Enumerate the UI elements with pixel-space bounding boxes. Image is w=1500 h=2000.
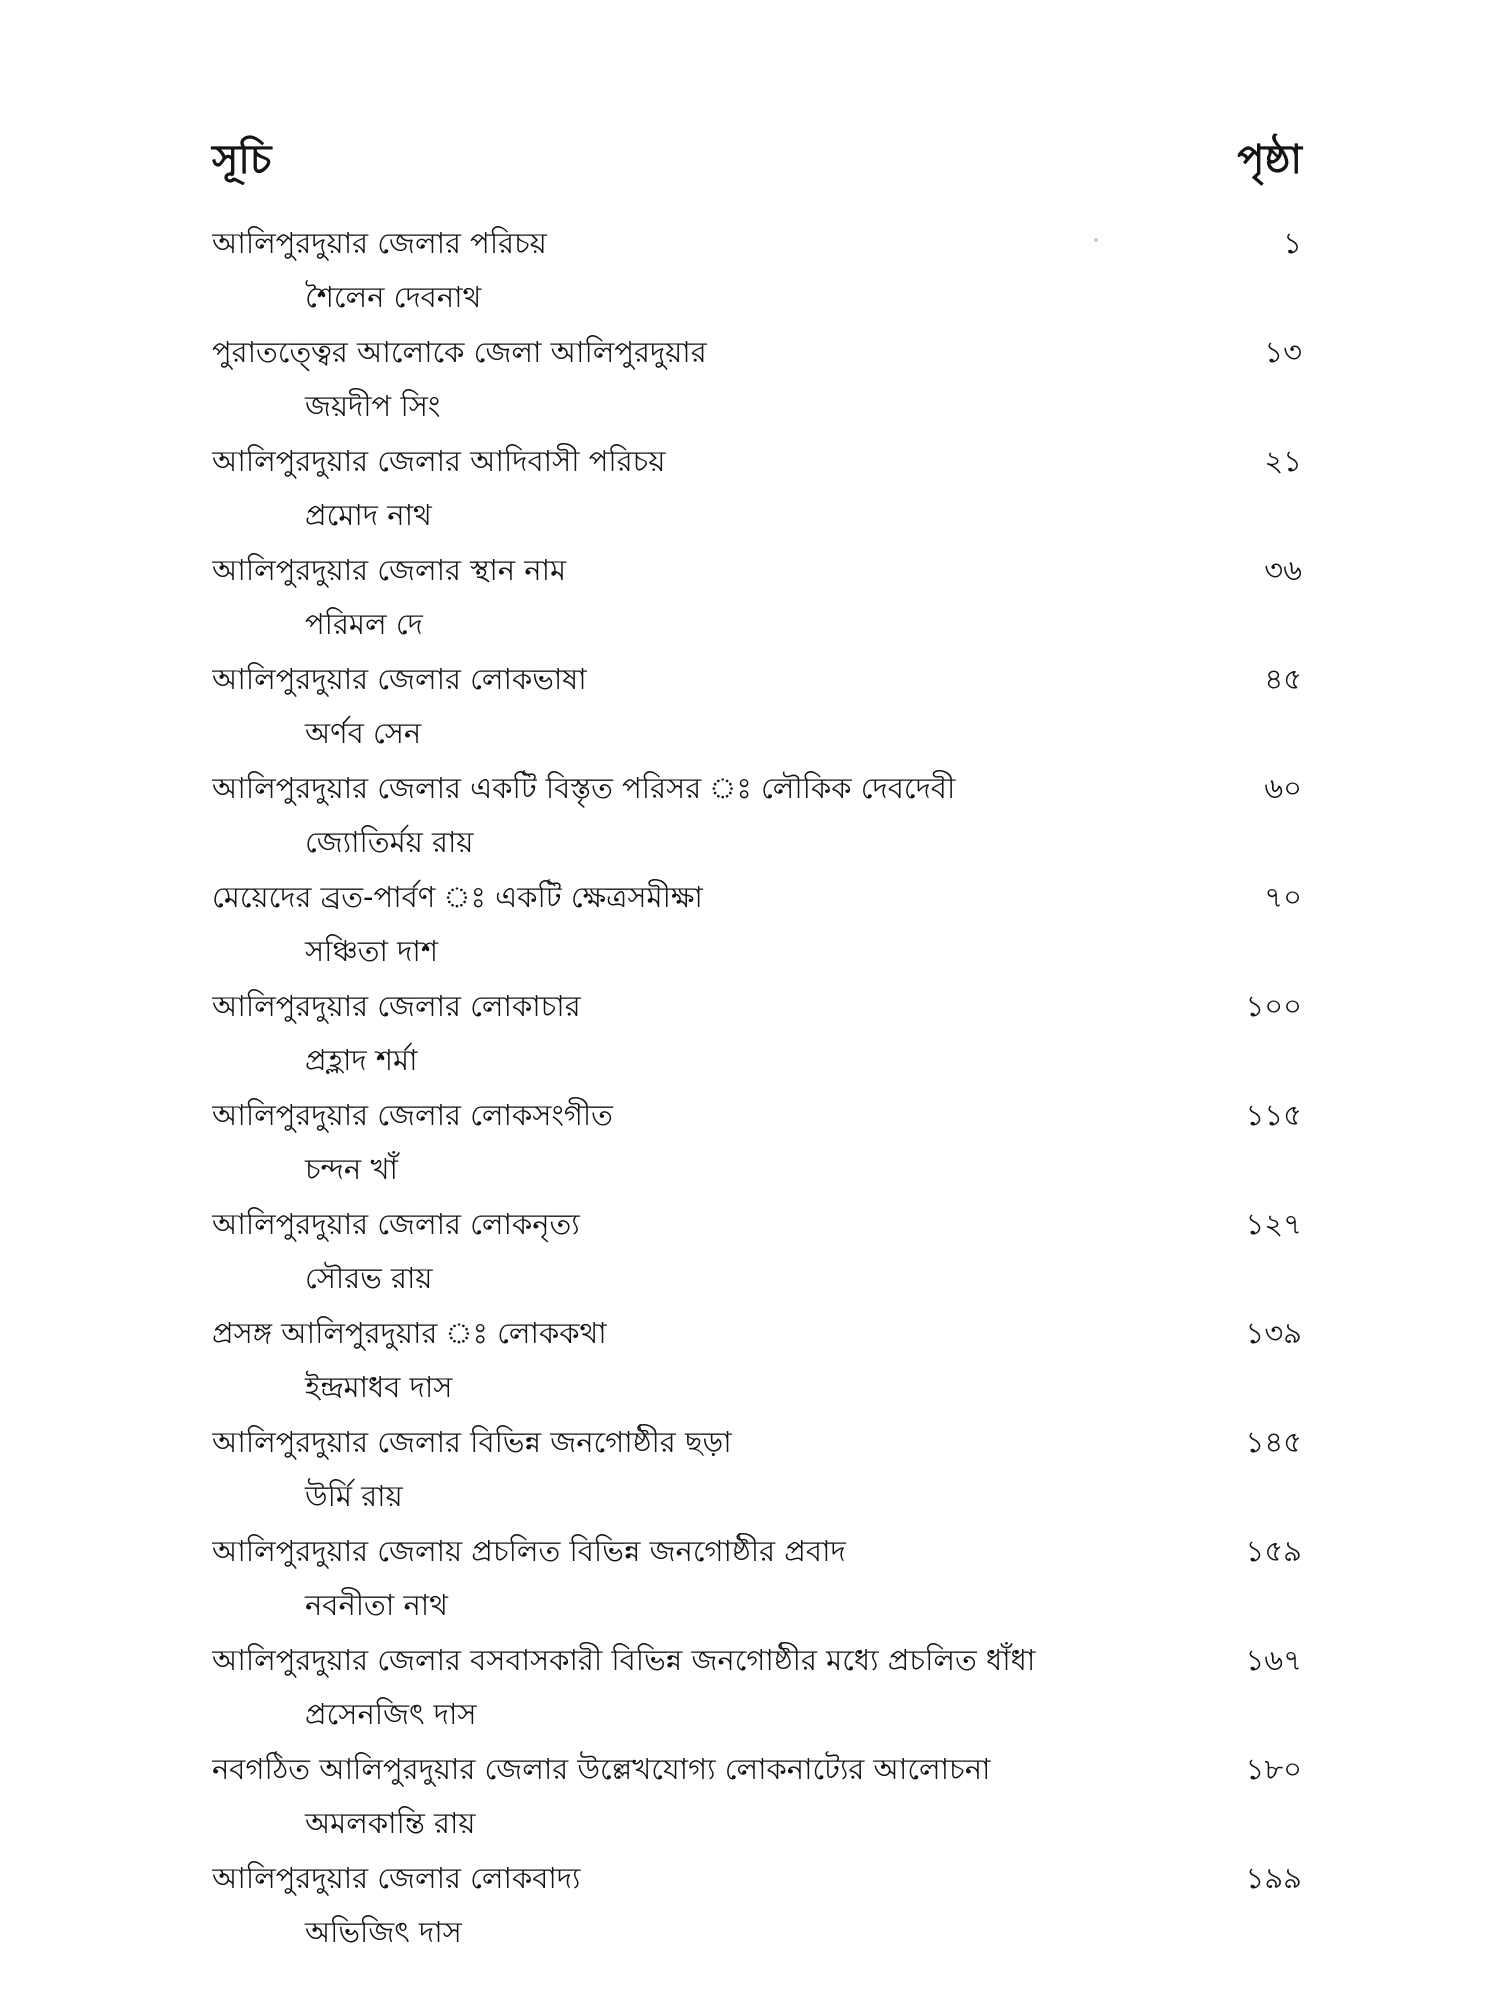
entry-page-number: ১ [1283, 226, 1302, 260]
page-column-label: পৃষ্ঠা [1237, 137, 1302, 183]
entry-author: শৈলেন দেবনাথ [305, 280, 482, 314]
entry-title: আলিপুরদুয়ার জেলার লোকবাদ্য [212, 1861, 581, 1895]
entry-page-number: ২১ [1264, 444, 1302, 478]
entry-author: জ্যোতির্ময় রায় [305, 825, 474, 859]
entry-author: প্রসেনজিৎ দাস [305, 1697, 477, 1731]
entry-author: অর্ণব সেন [305, 716, 422, 750]
toc-entry [212, 436, 1302, 545]
toc-entry [212, 327, 1302, 436]
entry-author: প্রমোদ নাথ [305, 498, 432, 532]
toc-entry [212, 654, 1302, 763]
toc-entry [212, 1090, 1302, 1199]
entry-author: নবনীতা নাথ [305, 1588, 448, 1622]
entry-author: চন্দন খাঁ [305, 1152, 398, 1186]
contents-header [212, 132, 1302, 192]
entry-page-number: ১০০ [1245, 989, 1302, 1023]
entry-author: প্রহ্লাদ শর্মা [305, 1043, 418, 1077]
entry-title: আলিপুরদুয়ার জেলায় প্রচলিত বিভিন্ন জনগোষ্ঠীর প্রবাদ [212, 1534, 846, 1568]
entry-page-number: ৭০ [1264, 880, 1302, 914]
entry-title: পুরাতত্ত্বের আলোকে জেলা আলিপুরদুয়ার [212, 335, 707, 369]
entry-title: আলিপুরদুয়ার জেলার লোকাচার [212, 989, 581, 1023]
entry-title: আলিপুরদুয়ার জেলার লোকসংগীত [212, 1098, 613, 1132]
entry-author: সৌরভ রায় [305, 1261, 433, 1295]
entry-author: সঞ্চিতা দাশ [305, 934, 438, 968]
entry-page-number: ১৩৯ [1245, 1316, 1302, 1350]
entry-page-number: ৪৫ [1264, 662, 1302, 696]
toc-entry [212, 1417, 1302, 1526]
entry-author: অভিজিৎ দাস [305, 1915, 462, 1949]
entry-title: আলিপুরদুয়ার জেলার লোকনৃত্য [212, 1207, 580, 1241]
entry-title: আলিপুরদুয়ার জেলার একটি বিস্তৃত পরিসর ঃ লৌকিক দেবদেবী [212, 771, 956, 805]
entry-page-number: ১৬৭ [1245, 1643, 1302, 1677]
entry-title: আলিপুরদুয়ার জেলার স্থান নাম [212, 553, 567, 587]
entry-title: মেয়েদের ব্রত-পার্বণ ঃ একটি ক্ষেত্রসমীক্ষা [212, 880, 703, 914]
toc-entry [212, 545, 1302, 654]
entry-page-number: ১৮০ [1245, 1752, 1302, 1786]
entry-page-number: ১৫৯ [1245, 1534, 1302, 1568]
entry-page-number: ৩৬ [1264, 553, 1302, 587]
entry-title: আলিপুরদুয়ার জেলার আদিবাসী পরিচয় [212, 444, 666, 478]
toc-entry [212, 872, 1302, 981]
toc-entry [212, 1635, 1302, 1744]
entry-title: নবগঠিত আলিপুরদুয়ার জেলার উল্লেখযোগ্য লোকনাট্যের আলোচনা [212, 1752, 991, 1786]
entry-page-number: ১৪৫ [1245, 1425, 1302, 1459]
toc-entry [212, 763, 1302, 872]
toc-entry [212, 1308, 1302, 1417]
entry-title: আলিপুরদুয়ার জেলার পরিচয় [212, 226, 547, 260]
entry-author: অমলকান্তি রায় [305, 1806, 476, 1840]
entry-author: জয়দীপ সিং [305, 389, 441, 423]
entry-author: ইন্দ্রমাধব দাস [305, 1370, 453, 1404]
entry-page-number: ৬০ [1264, 771, 1302, 805]
entry-title: আলিপুরদুয়ার জেলার লোকভাষা [212, 662, 587, 696]
entry-page-number: ১২৭ [1245, 1207, 1302, 1241]
toc-entry [212, 981, 1302, 1090]
toc-entry [212, 1199, 1302, 1308]
entry-author: পরিমল দে [305, 607, 423, 641]
entry-title: আলিপুরদুয়ার জেলার বিভিন্ন জনগোষ্ঠীর ছড়া [212, 1425, 732, 1459]
entry-title: আলিপুরদুয়ার জেলার বসবাসকারী বিভিন্ন জনগোষ্ঠীর মধ্যে প্রচলিত ধাঁধা [212, 1643, 1036, 1677]
toc-entry [212, 1853, 1302, 1962]
toc-entry [212, 1744, 1302, 1853]
entry-page-number: ১১৫ [1245, 1098, 1302, 1132]
toc-entry [212, 218, 1302, 327]
contents-title: সূচি [212, 137, 272, 183]
table-of-contents [212, 218, 1302, 1962]
entry-page-number: ১৩ [1264, 335, 1302, 369]
entry-author: উর্মি রায় [305, 1479, 403, 1513]
entry-title: প্রসঙ্গ আলিপুরদুয়ার ঃ লোককথা [212, 1316, 607, 1350]
toc-entry [212, 1526, 1302, 1635]
entry-page-number: ১৯৯ [1245, 1861, 1302, 1895]
